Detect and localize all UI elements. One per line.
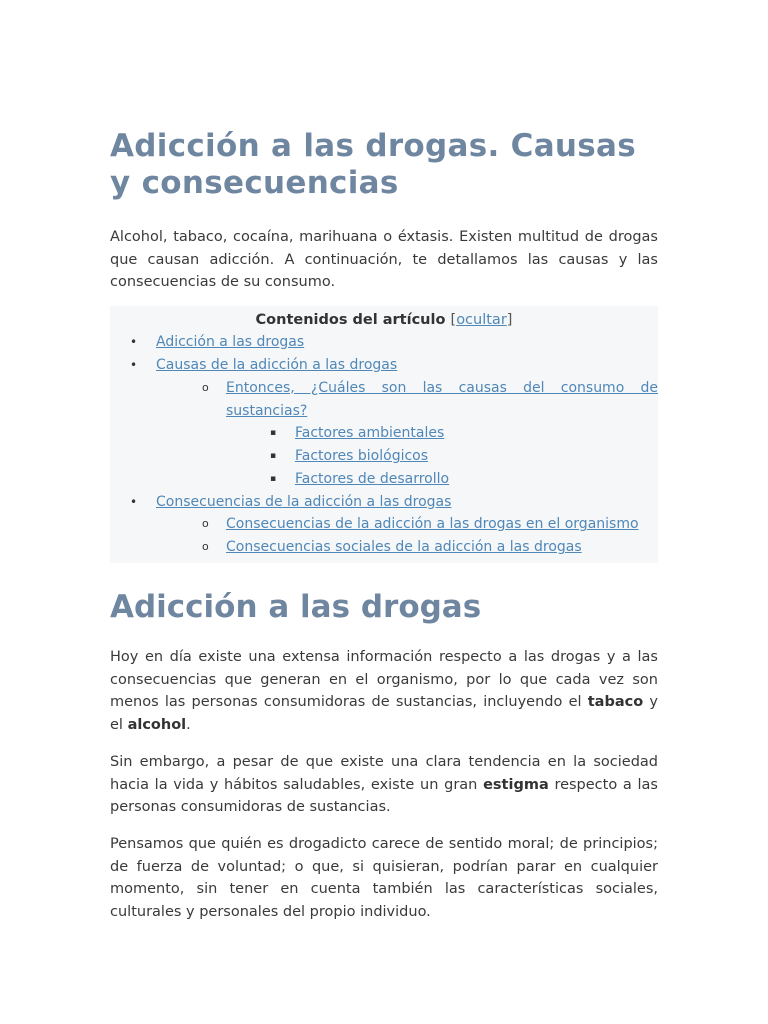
paragraph: Sin embargo, a pesar de que existe una clara tendencia en la sociedad hacia la vida y hábitos saludables, existe un gran estigma respecto a las personas consumidoras de sustancias. bbox=[110, 753, 658, 816]
intro-paragraph: Alcohol, tabaco, cocaína, marihuana o éxtasis. Existen multitud de drogas que causan adicción. A continuación, te detallamos las causas y las consecuencias de su consumo. bbox=[110, 229, 658, 291]
section-heading: Adicción a las drogas bbox=[110, 589, 482, 626]
toc-item bbox=[110, 536, 658, 559]
toc-item bbox=[110, 331, 658, 354]
toc-item bbox=[110, 513, 658, 536]
toc-link[interactable]: Factores ambientales bbox=[295, 425, 445, 442]
toc-title: Contenidos del artículo bbox=[255, 312, 446, 329]
toc-item bbox=[110, 468, 658, 491]
toc-link[interactable]: Causas de la adicción a las drogas bbox=[156, 356, 398, 373]
toc-link[interactable]: Factores biológicos bbox=[295, 448, 429, 465]
article-title: Adicción a las drogas. Causas y consecuencias bbox=[110, 128, 637, 201]
toc-link[interactable]: Consecuencias sociales de la adicción a las drogas bbox=[226, 539, 582, 556]
toc-item bbox=[110, 354, 658, 377]
bracket: ] bbox=[506, 312, 513, 329]
toc-link[interactable]: Adicción a las drogas bbox=[156, 334, 305, 351]
article bbox=[110, 128, 658, 924]
toc-item bbox=[110, 445, 658, 468]
toc-item bbox=[110, 491, 658, 514]
toc-item bbox=[110, 377, 658, 423]
paragraph: Hoy en día existe una extensa información respecto a las drogas y a las consecuencias que generan en el organismo, por lo que cada vez son menos las personas consumidoras de sustancias, incluyendo el tabaco y el alcohol. bbox=[110, 649, 658, 734]
toc-link[interactable]: Consecuencias de la adicción a las drogas bbox=[156, 493, 452, 510]
toc-link[interactable]: Factores de desarrollo bbox=[295, 470, 450, 487]
toc-item bbox=[110, 422, 658, 445]
paragraph: Pensamos que quién es drogadicto carece de sentido moral; de principios; de fuerza de voluntad; o que, si quisieran, podrían parar en cualquier momento, sin tener en cuenta también las características sociales, culturales y personales del propio individuo. bbox=[110, 836, 658, 921]
table-of-contents bbox=[110, 306, 658, 563]
toc-header bbox=[110, 309, 658, 331]
bracket: [ bbox=[450, 312, 457, 329]
toc-list bbox=[110, 331, 658, 559]
toc-link[interactable]: Entonces, ¿Cuáles son las causas del consumo de sustancias? bbox=[226, 379, 658, 419]
toc-hide-link[interactable]: ocultar bbox=[456, 312, 507, 329]
toc-link[interactable]: Consecuencias de la adicción a las drogas en el organismo bbox=[226, 516, 639, 533]
